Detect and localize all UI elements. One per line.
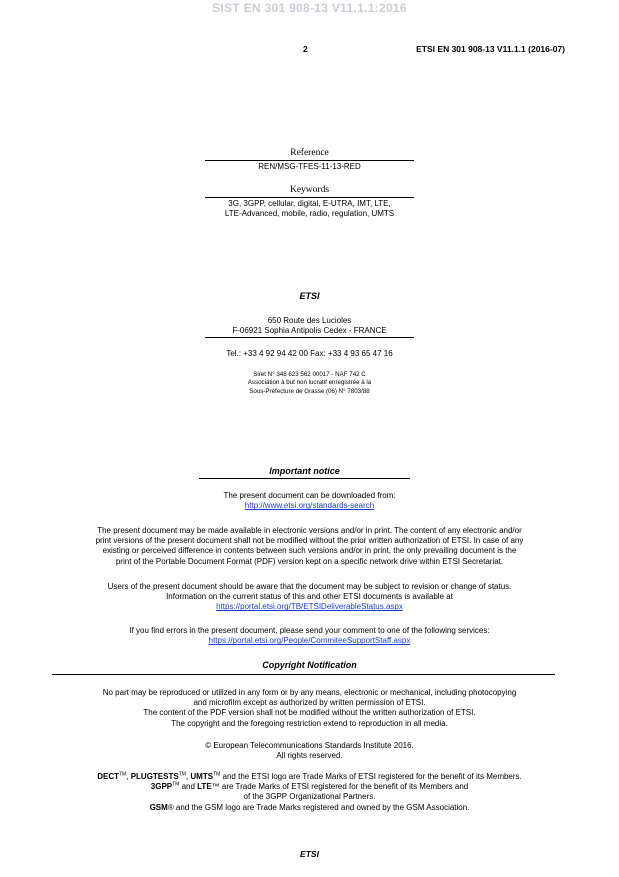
para2-line-2: Information on the current status of this and other ETSI documents is available at — [166, 592, 453, 602]
keywords-label: Keywords — [289, 185, 330, 195]
keywords-divider — [205, 197, 414, 198]
address-divider — [205, 337, 414, 338]
siret-block — [0, 371, 619, 396]
copyright-title: Copyright Notification — [262, 660, 357, 670]
trademark-line-3: of the 3GPP Organizational Partners. — [243, 792, 376, 802]
copyright-line-3: The content of the PDF version shall not be modified without the written authorization of ETSI. — [143, 708, 476, 718]
document-reference-header: ETSI EN 301 908-13 V11.1.1 (2016-07) — [416, 44, 565, 54]
footer-etsi: ETSI — [300, 849, 319, 859]
keywords-line-1: 3G, 3GPP, cellular, digital, E-UTRA, IMT, LTE, — [228, 199, 391, 208]
tm-3gpp: 3GPP — [150, 782, 173, 792]
address-line-2: F-06921 Sophia Antipolis Cedex - FRANCE — [232, 326, 387, 335]
para3-line-1: If you find errors in the present document, please send your comment to one of the following services: — [129, 626, 490, 635]
copyright-line-1: No part may be reproduced or utilized in any form or by any means, electronic or mechanical, including photocopying — [102, 688, 517, 697]
tm-mark: TM — [213, 771, 221, 778]
status-paragraph — [45, 582, 574, 613]
tm-lte: LTE — [197, 782, 212, 792]
tm-umts: UMTS — [190, 772, 214, 781]
trademarks-paragraph — [45, 772, 574, 813]
trademark-line-2-rest: are Trade Marks of ETSI registered for the benefit of its Members and — [219, 782, 469, 792]
electronic-versions-paragraph — [45, 526, 574, 567]
para2-line-1: Users of the present document should be aware that the document may be subject to revision or change of status. — [107, 582, 512, 591]
trademark-line-2 — [45, 782, 574, 792]
reference-divider — [205, 160, 414, 161]
siret-line-3: Sous-Préfecture de Grasse (06) N° 7803/88 — [249, 387, 370, 395]
institute-line-2: All rights reserved. — [276, 751, 343, 761]
reference-value: REN/MSG-TFES-11-13-RED — [258, 162, 361, 171]
tm-lte-mark: ™ — [211, 782, 220, 792]
standards-search-link[interactable]: http://www.etsi.org/standards-search — [244, 501, 375, 511]
institute-line-1: © European Telecommunications Standards Institute 2016. — [205, 741, 414, 750]
tm-and: and — [179, 782, 198, 792]
copyright-line-4: The copyright and the foregoing restriction extend to reproduction in all media. — [171, 718, 448, 728]
page-number: 2 — [303, 44, 308, 54]
deliverable-status-link[interactable]: https://portal.etsi.org/TB/ETSIDeliverableStatus.aspx — [216, 602, 403, 612]
watermark-text: SIST EN 301 908-13 V11.1.1:2016 — [212, 1, 407, 15]
committee-support-link[interactable]: https://portal.etsi.org/People/CommiteeSupportStaff.aspx — [208, 636, 411, 646]
tm-mark: TM — [172, 781, 180, 788]
tm-mark: TM — [119, 771, 127, 778]
tm-mark: TM — [178, 771, 186, 778]
para1-line-3: existing or perceived difference in contents between such versions and/or in print, the only prevailing document is the — [102, 546, 517, 556]
siret-line-2: Association à but non lucratif enregistrée à la — [247, 379, 372, 387]
important-notice-title: Important notice — [269, 466, 340, 476]
keywords-line-2: LTE-Advanced, mobile, radio, regulation, UMTS — [224, 209, 395, 218]
address-line-1: 650 Route des Lucioles — [267, 316, 352, 325]
para1-line-4: print of the Portable Document Format (PDF) version kept on a specific network drive within ETSI Secretariat. — [115, 556, 504, 566]
trademark-line-1 — [45, 772, 574, 782]
telephone-fax: Tel.: +33 4 92 94 42 00 Fax: +33 4 93 65 47 16 — [226, 349, 393, 358]
etsi-title: ETSI — [299, 291, 320, 301]
tm-comma: , — [126, 772, 131, 781]
reference-label: Reference — [290, 148, 329, 158]
download-text: The present document can be downloaded from: — [223, 491, 396, 500]
important-notice-divider — [199, 478, 410, 479]
tm-gsm: GSM — [149, 802, 168, 812]
tm-dect: DECT — [97, 772, 119, 781]
address-block — [205, 316, 414, 336]
copyright-line-2: and microfilm except as authorized by written permission of ETSI. — [193, 698, 426, 708]
errors-paragraph — [45, 626, 574, 646]
para1-line-2: print versions of the present document shall not be modified without the prior written authorization of ETSI. In case of any — [95, 536, 524, 546]
institute-paragraph — [45, 741, 574, 761]
download-paragraph — [45, 491, 574, 511]
copyright-divider — [52, 674, 555, 675]
trademark-line-4 — [45, 803, 574, 813]
trademark-line-4-rest: ® and the GSM logo are Trade Marks registered and owned by the GSM Association. — [167, 802, 470, 812]
tm-comma: , — [185, 772, 191, 781]
tm-plugtests: PLUGTESTS — [130, 772, 179, 781]
trademark-line-1-rest: and the ETSI logo are Trade Marks of ETSI registered for the benefit of its Members. — [220, 772, 522, 781]
copyright-paragraph — [45, 688, 574, 729]
para1-line-1: The present document may be made available in electronic versions and/or in print. The content of any electronic and/or — [97, 526, 522, 535]
siret-line-1: Siret N° 348 623 562 00017 - NAF 742 C — [253, 371, 366, 378]
